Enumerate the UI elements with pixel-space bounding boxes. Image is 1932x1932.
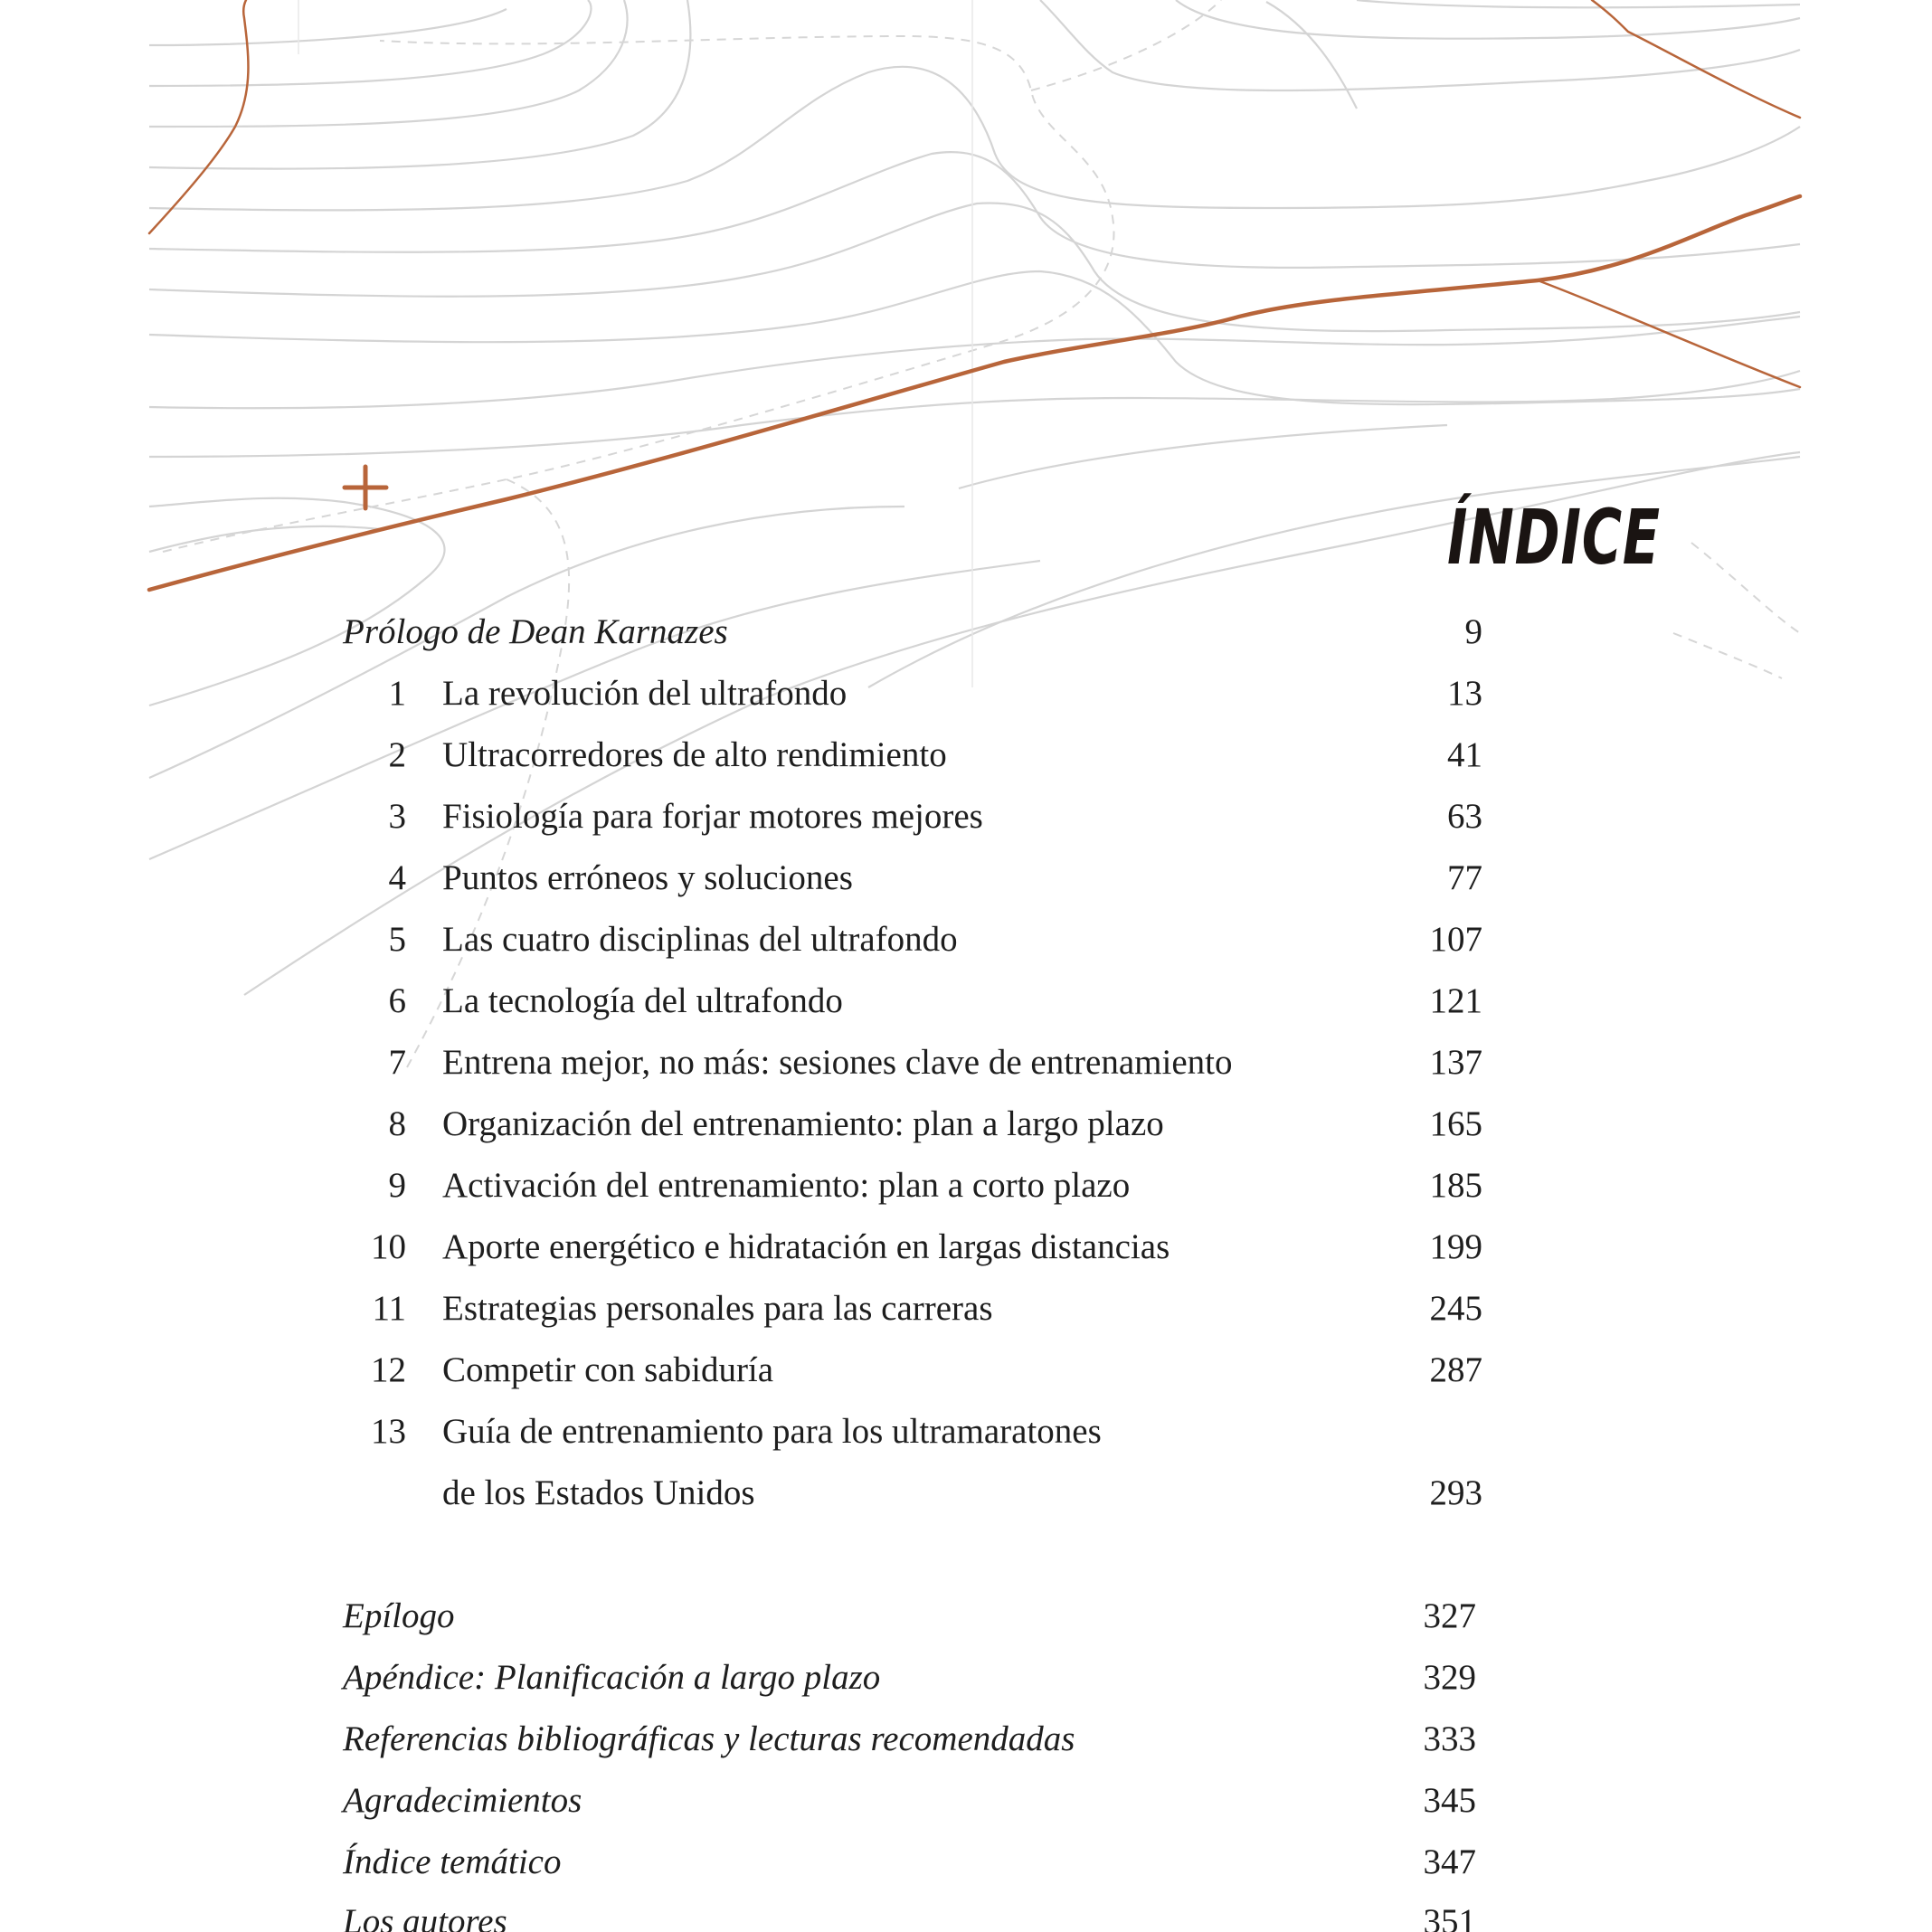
- toc-entry-chapter[interactable]: [343, 1155, 1591, 1217]
- chapter-number: 9: [388, 1166, 406, 1205]
- toc-entry-page: 293: [1429, 1473, 1482, 1512]
- toc-entry-chapter[interactable]: [343, 1094, 1591, 1155]
- toc-entry-chapter[interactable]: [343, 663, 1591, 724]
- toc-entry-back-matter[interactable]: [343, 1891, 1591, 1932]
- toc-entry-chapter[interactable]: [343, 971, 1591, 1032]
- toc-entry-page: 333: [1423, 1719, 1476, 1758]
- chapter-number: 5: [388, 920, 406, 959]
- toc-entry-label-line2: de los Estados Unidos: [442, 1473, 755, 1512]
- chapter-number: 7: [388, 1043, 406, 1082]
- toc-entry-page: 185: [1429, 1166, 1482, 1205]
- toc-entry-label: Puntos erróneos y soluciones: [442, 858, 853, 897]
- toc-entry-label: Las cuatro disciplinas del ultrafondo: [442, 920, 958, 959]
- chapter-number: 8: [388, 1104, 406, 1143]
- toc-entry-chapter[interactable]: [343, 1278, 1591, 1340]
- toc-entry-label: Agradecimientos: [343, 1781, 582, 1820]
- toc-entry-label: Epílogo: [343, 1596, 455, 1635]
- toc-entry-page: 107: [1429, 920, 1482, 959]
- page-title: ÍNDICE: [1447, 493, 1661, 582]
- toc-entry-label: Ultracorredores de alto rendimiento: [442, 735, 947, 774]
- toc-entry-label: Apéndice: Planificación a largo plazo: [343, 1658, 881, 1697]
- chapter-number: 2: [388, 735, 406, 774]
- chapter-number: 10: [371, 1227, 406, 1266]
- toc-entry-page: 9: [1464, 612, 1482, 651]
- toc-entry-label: Activación del entrenamiento: plan a corto plazo: [442, 1166, 1131, 1205]
- toc-entry-back-matter[interactable]: [343, 1647, 1591, 1709]
- toc-entry-label: Fisiología para forjar motores mejores: [442, 797, 983, 836]
- toc-entry-label: Competir con sabiduría: [442, 1350, 774, 1389]
- toc-entry-page: 329: [1423, 1658, 1476, 1697]
- toc-entry-chapter[interactable]: [343, 786, 1591, 848]
- toc-entry-chapter[interactable]: [343, 1401, 1591, 1463]
- toc-entry-page: 121: [1429, 981, 1482, 1020]
- toc-entry-label: Índice temático: [343, 1842, 562, 1881]
- toc-entry-chapter[interactable]: [343, 848, 1591, 909]
- toc-entry-label: Guía de entrenamiento para los ultramaratones: [442, 1412, 1102, 1451]
- toc-entry-back-matter[interactable]: [343, 1832, 1591, 1893]
- toc-entry-page: 347: [1423, 1842, 1476, 1881]
- toc-entry-chapter[interactable]: [343, 1340, 1591, 1401]
- toc-entry-chapter-continued[interactable]: [343, 1463, 1591, 1524]
- toc-entry-page: 345: [1423, 1781, 1476, 1820]
- toc-entry-page: 63: [1447, 797, 1482, 836]
- chapter-number: 4: [388, 858, 406, 897]
- plus-marker-icon: [345, 467, 386, 508]
- toc-entry-back-matter[interactable]: [343, 1709, 1591, 1770]
- toc-entry-label: La revolución del ultrafondo: [442, 674, 848, 713]
- toc-entry-back-matter[interactable]: [343, 1586, 1591, 1647]
- chapter-number: 13: [371, 1412, 406, 1451]
- toc-entry-page: 165: [1429, 1104, 1482, 1143]
- toc-entry-label: La tecnología del ultrafondo: [442, 981, 843, 1020]
- toc-entry-label: Aporte energético e hidratación en largas distancias: [442, 1227, 1170, 1266]
- toc-entry-page: 351: [1423, 1902, 1476, 1932]
- toc-entry-label: Prólogo de Dean Karnazes: [343, 612, 728, 651]
- toc-entry-back-matter[interactable]: [343, 1770, 1591, 1832]
- chapter-number: 11: [372, 1289, 406, 1328]
- toc-entry-label: Referencias bibliográficas y lecturas recomendadas: [343, 1719, 1075, 1758]
- toc-entry-chapter[interactable]: [343, 724, 1591, 786]
- toc-entry-label: Organización del entrenamiento: plan a largo plazo: [442, 1104, 1164, 1143]
- toc-entry-label: Entrena mejor, no más: sesiones clave de entrenamiento: [442, 1043, 1233, 1082]
- chapter-number: 12: [371, 1350, 406, 1389]
- toc-entry-page: 137: [1429, 1043, 1482, 1082]
- toc-entry-chapter[interactable]: [343, 1032, 1591, 1094]
- toc-entry-label: Los autores: [343, 1902, 507, 1932]
- toc-entry-page: 77: [1447, 858, 1482, 897]
- toc-entry-page: 199: [1429, 1227, 1482, 1266]
- toc-entry-chapter[interactable]: [343, 909, 1591, 971]
- chapter-number: 6: [388, 981, 406, 1020]
- toc-entry-page: 41: [1447, 735, 1482, 774]
- toc-entry-page: 327: [1423, 1596, 1476, 1635]
- toc-entry-page: 287: [1429, 1350, 1482, 1389]
- toc-entry-prologue[interactable]: [343, 601, 1591, 663]
- toc-entry-page: 13: [1447, 674, 1482, 713]
- toc-entry-label: Estrategias personales para las carreras: [442, 1289, 993, 1328]
- toc-entry-page: 245: [1429, 1289, 1482, 1328]
- chapter-number: 1: [388, 674, 406, 713]
- toc-entry-chapter[interactable]: [343, 1217, 1591, 1278]
- chapter-number: 3: [388, 797, 406, 836]
